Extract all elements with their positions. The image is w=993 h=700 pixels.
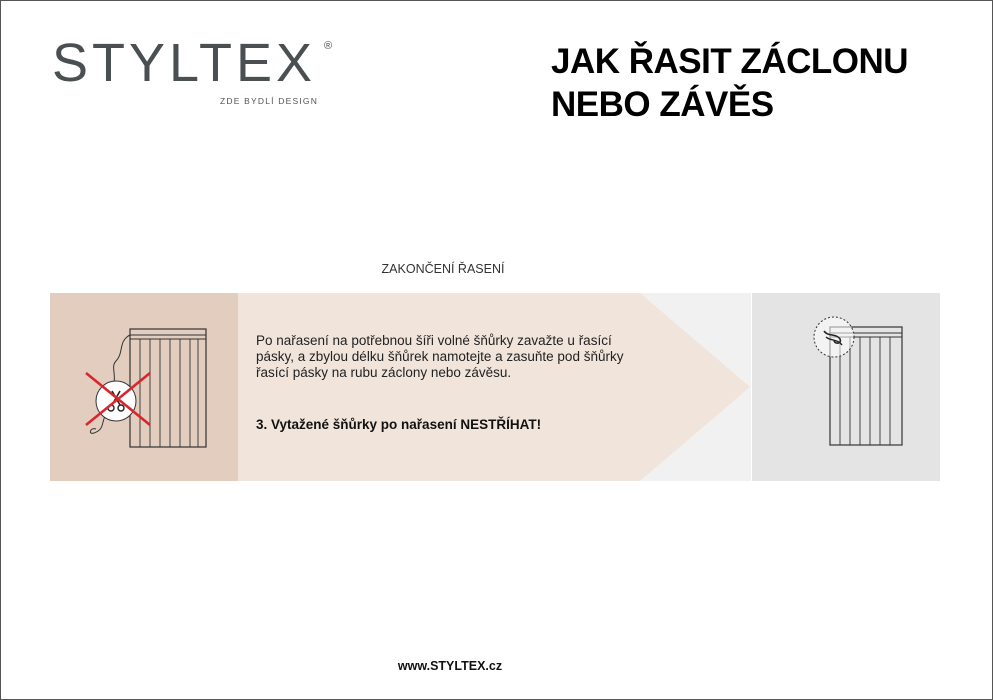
page-title — [551, 40, 971, 126]
title-line-2: NEBO ZÁVĚS — [551, 85, 774, 124]
warning-text: 3. Vytažené šňůrky po nařasení NESTŘÍHAT! — [256, 417, 542, 432]
title-line-1: JAK ŘASIT ZÁCLONU — [551, 42, 909, 81]
instruction-text: Po nařasení na potřebnou šíři volné šňůrky zavažte u řasící pásky, a zbylou délku šňůrek namotejte a zasuňte pod šňůrky řasící pásky na rubu záclony nebo závěsu. — [256, 333, 624, 380]
curtain-with-tucked-cords-icon — [806, 311, 926, 461]
footer-website: www.STYLTEX.cz — [397, 659, 503, 673]
styltex-logo — [52, 33, 342, 116]
section-label: ZAKONČENÍ ŘASENÍ — [381, 262, 505, 276]
registered-mark: ® — [324, 40, 333, 52]
curtain-with-crossed-scissors-icon — [78, 321, 238, 461]
logo-wordmark: STYLTEX — [52, 33, 317, 93]
instruction-band — [50, 293, 940, 481]
arrow-shape — [238, 293, 752, 481]
logo-tagline: ZDE BYDLÍ DESIGN — [220, 96, 319, 106]
